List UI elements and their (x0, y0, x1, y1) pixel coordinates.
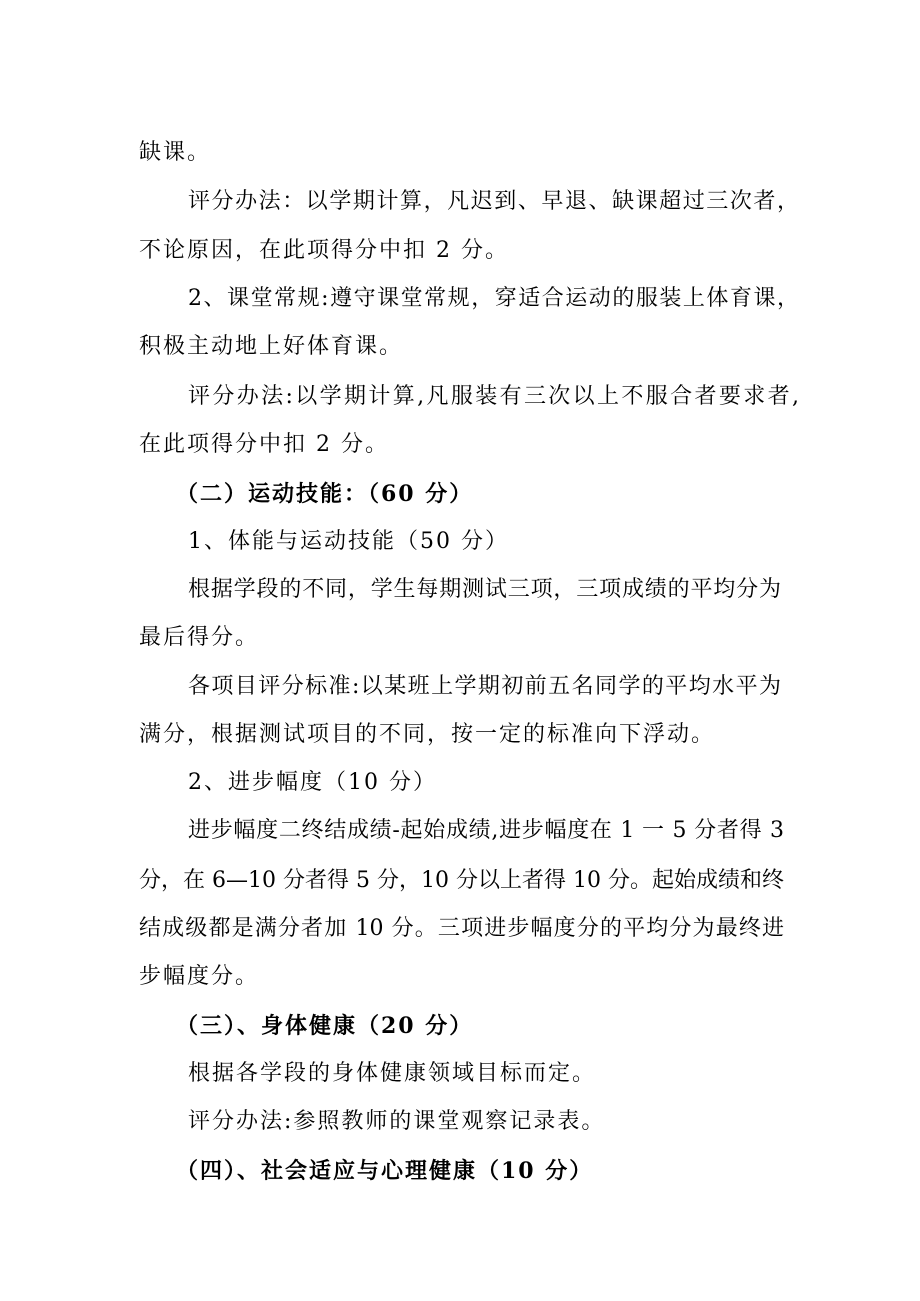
paragraph-line: 结成级都是满分者加 10 分。三项进步幅度分的平均分为最终进 (139, 916, 784, 941)
subheading-fitness-skills: 1、体能与运动技能（50 分） (188, 529, 509, 554)
paragraph-line: 步幅度分。 (139, 964, 260, 989)
section-heading-motor-skills: （二）运动技能：（60 分） (176, 481, 474, 507)
paragraph-line: 不论原因，在此项得分中扣 2 分。 (139, 238, 509, 263)
paragraph-line: 分，在 6—10 分者得 5 分，10 分以上者得 10 分。起始成绩和终 (139, 868, 784, 893)
paragraph-line: 根据各学段的身体健康领域目标而定。 (188, 1061, 597, 1086)
scoring-method-attendance-line: 评分办法：以学期计算，凡迟到、早退、缺课超过三次者， (188, 189, 799, 214)
paragraph-line: 积极主动地上好体育课。 (139, 334, 404, 359)
section-heading-social-mental-health: （四）、社会适应与心理健康（10 分） (176, 1158, 594, 1184)
paragraph-line: 根据学段的不同，学生每期测试三项，三项成绩的平均分为 (188, 577, 781, 602)
paragraph-line: 在此项得分中扣 2 分。 (139, 432, 389, 457)
scoring-method-clothing-line: 评分办法:以学期计算,凡服装有三次以上不服合者要求者, (188, 384, 799, 409)
item-scoring-standard-line: 各项目评分标准:以某班上学期初前五名同学的平均水平为 (188, 674, 781, 699)
paragraph-line: 缺课。 (139, 140, 212, 165)
progress-formula-line: 进步幅度二终结成绩-起始成绩,进步幅度在 1 一 5 分者得 3 (188, 818, 784, 843)
paragraph-line: 满分，根据测试项目的不同，按一定的标准向下浮动。 (139, 722, 716, 747)
scoring-method-observation-line: 评分办法:参照教师的课堂观察记录表。 (188, 1109, 606, 1134)
subheading-progress: 2、进步幅度（10 分） (188, 770, 437, 795)
classroom-rules-line: 2、课堂常规:遵守课堂常规，穿适合运动的服装上体育课， (188, 286, 799, 311)
paragraph-line: 最后得分。 (139, 625, 260, 650)
section-heading-physical-health: （三）、身体健康（20 分） (176, 1013, 474, 1039)
